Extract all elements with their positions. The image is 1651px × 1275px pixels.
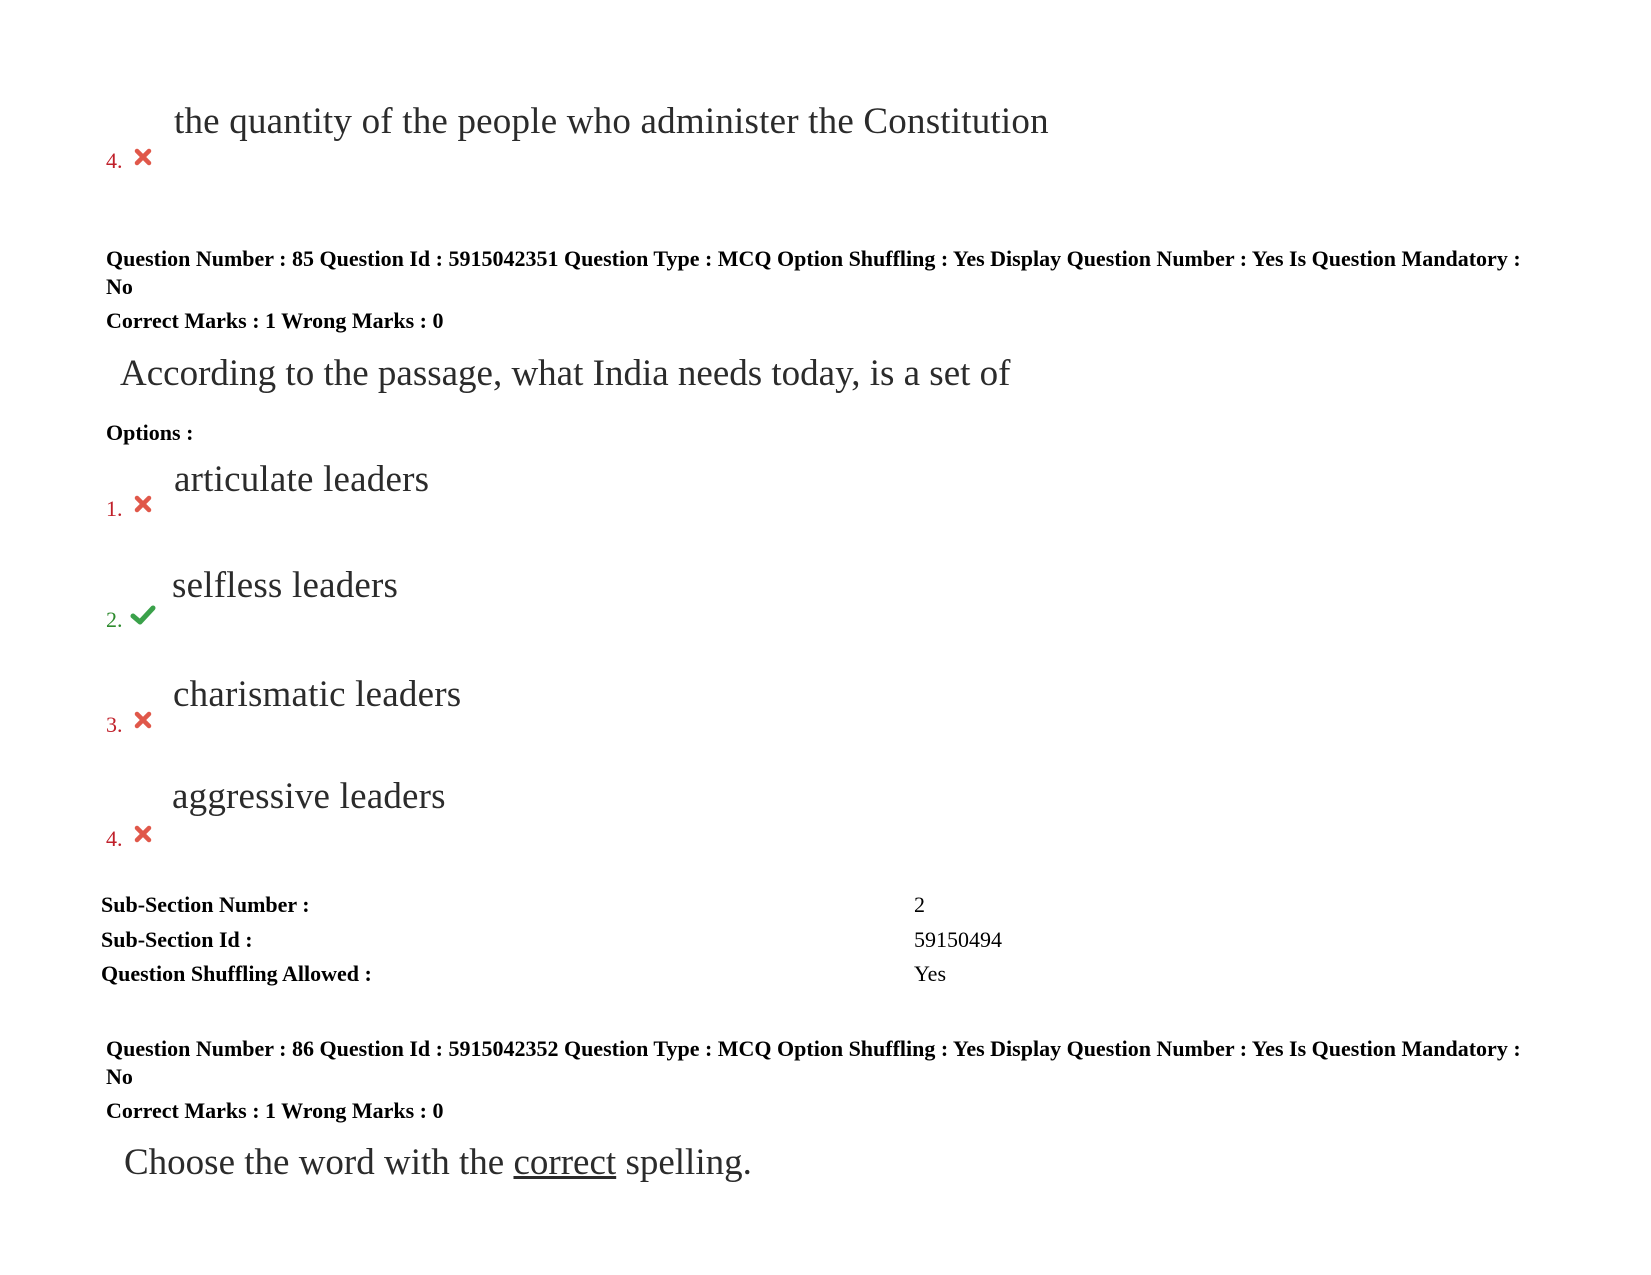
option-4-text: aggressive leaders	[172, 776, 446, 817]
prev-option-4-number: 4.	[106, 148, 123, 173]
cross-icon	[134, 825, 152, 843]
option-1-number: 1.	[106, 496, 123, 521]
option-2-number: 2.	[106, 607, 123, 632]
options-label: Options :	[106, 420, 194, 445]
checkmark-icon	[130, 604, 156, 626]
subsection-number-label: Sub-Section Number :	[101, 892, 310, 917]
question-85-header: Question Number : 85 Question Id : 5915042351 Question Type : MCQ Option Shuffling : Yes Display Question Number : Yes Is Question Mandatory : No	[106, 246, 1521, 299]
cross-icon	[134, 495, 152, 513]
subsection-number-value: 2	[914, 892, 925, 917]
option-2-text: selfless leaders	[172, 565, 399, 606]
prev-option-4-text: the quantity of the people who administer the Constitution	[174, 101, 1049, 142]
cross-icon	[134, 711, 152, 729]
subsection-id-label: Sub-Section Id :	[101, 927, 253, 952]
question-85-text: According to the passage, what India needs today, is a set of	[120, 353, 1011, 394]
question-85-marks: Correct Marks : 1 Wrong Marks : 0	[106, 308, 444, 333]
question-86-marks: Correct Marks : 1 Wrong Marks : 0	[106, 1098, 444, 1123]
question-86-header: Question Number : 86 Question Id : 5915042352 Question Type : MCQ Option Shuffling : Yes Display Question Number : Yes Is Question Mandatory : No	[106, 1036, 1521, 1089]
option-1-text: articulate leaders	[174, 459, 430, 500]
subsection-id-value: 59150494	[914, 927, 1002, 952]
option-4-number: 4.	[106, 826, 123, 851]
question-86-text-underlined: correct	[513, 1142, 617, 1183]
question-86-text-before: Choose the word with the	[124, 1142, 505, 1183]
question-shuffling-label: Question Shuffling Allowed :	[101, 961, 372, 986]
question-86-text-after: spelling.	[625, 1142, 752, 1183]
question-86-text	[124, 1141, 752, 1184]
option-3-number: 3.	[106, 712, 123, 737]
question-shuffling-value: Yes	[914, 961, 947, 986]
option-3-text: charismatic leaders	[173, 674, 462, 715]
cross-icon	[134, 148, 152, 166]
